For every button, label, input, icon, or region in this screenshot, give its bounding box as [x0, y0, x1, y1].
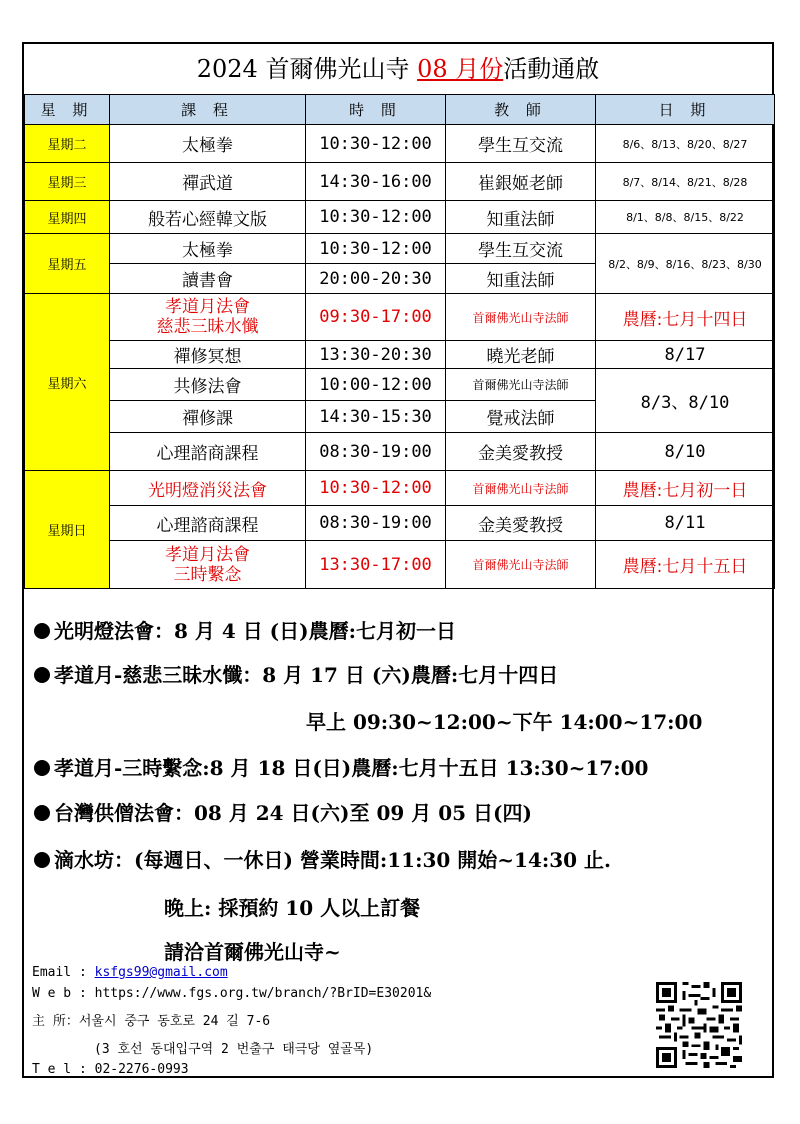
course-cell: 禪修冥想 — [110, 341, 306, 369]
teacher-cell: 首爾佛光山寺法師 — [446, 369, 596, 401]
header-course: 課 程 — [110, 95, 306, 125]
teacher-cell: 首爾佛光山寺法師 — [446, 294, 596, 341]
date-cell: 8/10 — [596, 433, 775, 471]
note-text: 滴水坊：(每週日、一休日) 營業時間:11:30 開始~14:30 止. — [54, 848, 612, 872]
contact-web — [32, 986, 431, 1001]
page-title — [24, 44, 772, 94]
time-cell: 10:30-12:00 — [306, 201, 446, 234]
time-cell: 14:30-16:00 — [306, 163, 446, 201]
course-line: 三時繫念 — [173, 564, 242, 585]
day-cell: 星期二 — [25, 125, 110, 163]
date-cell: 農曆:七月十五日 — [596, 541, 775, 589]
table-row — [25, 163, 775, 201]
date-cell: 農曆:七月十四日 — [596, 294, 775, 341]
bullet-icon — [34, 760, 50, 776]
bullet-icon — [34, 852, 50, 868]
note-text: 孝道月-慈悲三昧水懺：8 月 17 日 (六)農曆:七月十四日 — [54, 663, 559, 687]
time-cell: 10:00-12:00 — [306, 369, 446, 401]
time-cell: 10:30-12:00 — [306, 234, 446, 264]
note-sangha-offering — [34, 797, 532, 826]
course-cell: 共修法會 — [110, 369, 306, 401]
time-cell: 08:30-19:00 — [306, 433, 446, 471]
bullet-icon — [34, 667, 50, 683]
table-row — [25, 234, 775, 264]
contact-email — [32, 965, 228, 980]
teacher-cell: 金美愛教授 — [446, 433, 596, 471]
time-cell: 14:30-15:30 — [306, 401, 446, 433]
course-cell: 太極拳 — [110, 125, 306, 163]
course-line: 孝道月法會 — [165, 544, 250, 565]
table-row — [25, 294, 775, 341]
header-date: 日 期 — [596, 95, 775, 125]
note-dinner: 晚上: 採預約 10 人以上訂餐 — [164, 896, 421, 920]
teacher-cell: 覺戒法師 — [446, 401, 596, 433]
course-cell: 讀書會 — [110, 264, 306, 294]
email-label: Email : — [32, 965, 95, 980]
web-link[interactable]: https://www.fgs.org.tw/branch/?BrID=E30201& — [94, 986, 432, 1001]
table-row — [25, 341, 775, 369]
title-suffix: 活動通啟 — [503, 55, 600, 83]
contact-address — [32, 1010, 270, 1029]
course-cell: 心理諮商課程 — [110, 433, 306, 471]
table-row — [25, 541, 775, 589]
address-text: 서울시 중구 동호로 24 길 7-6 — [78, 1014, 271, 1029]
teacher-cell: 首爾佛光山寺法師 — [446, 471, 596, 506]
day-cell: 星期四 — [25, 201, 110, 234]
note-text: 台灣供僧法會：08 月 24 日(六)至 09 月 05 日(四) — [54, 801, 532, 825]
course-cell: 光明燈消災法會 — [110, 471, 306, 506]
table-row — [25, 433, 775, 471]
day-cell: 星期五 — [25, 234, 110, 294]
teacher-cell: 金美愛教授 — [446, 506, 596, 541]
tel-label: T e l : — [32, 1062, 95, 1077]
table-header-row — [25, 95, 775, 125]
table-row — [25, 369, 775, 401]
note-lantern — [34, 615, 456, 644]
day-cell: 星期六 — [25, 294, 110, 471]
note-repentance — [34, 659, 558, 688]
course-cell: 太極拳 — [110, 234, 306, 264]
note-water-drop — [34, 844, 611, 873]
note-yogacara — [34, 752, 648, 781]
note-repentance-time: 早上 09:30~12:00~下午 14:00~17:00 — [306, 710, 703, 734]
title-month: 08 月份 — [417, 55, 504, 83]
time-cell: 09:30-17:00 — [306, 294, 446, 341]
date-cell: 8/1、8/8、8/15、8/22 — [596, 201, 775, 234]
bullet-icon — [34, 623, 50, 639]
teacher-cell: 曉光老師 — [446, 341, 596, 369]
note-inquiry: 請洽首爾佛光山寺~ — [164, 940, 341, 964]
notice-frame — [22, 42, 774, 1078]
time-cell: 20:00-20:30 — [306, 264, 446, 294]
header-day: 星 期 — [25, 95, 110, 125]
table-row — [25, 201, 775, 234]
address-label: 主 所： — [32, 1014, 79, 1029]
date-cell: 8/7、8/14、8/21、8/28 — [596, 163, 775, 201]
note-text: 孝道月-三時繫念:8 月 18 日(日)農曆:七月十五日 13:30~17:00 — [54, 756, 649, 780]
day-cell: 星期日 — [25, 471, 110, 589]
header-time: 時 間 — [306, 95, 446, 125]
date-cell: 8/11 — [596, 506, 775, 541]
teacher-cell: 崔銀姬老師 — [446, 163, 596, 201]
bullet-icon — [34, 805, 50, 821]
teacher-cell: 首爾佛光山寺法師 — [446, 541, 596, 589]
table-row — [25, 506, 775, 541]
date-cell: 8/6、8/13、8/20、8/27 — [596, 125, 775, 163]
course-cell: 般若心經韓文版 — [110, 201, 306, 234]
email-link[interactable]: ksfgs99@gmail.com — [94, 965, 228, 980]
time-cell: 13:30-17:00 — [306, 541, 446, 589]
teacher-cell: 學生互交流 — [446, 125, 596, 163]
contact-tel — [32, 1062, 189, 1077]
course-cell: 禪武道 — [110, 163, 306, 201]
teacher-cell: 學生互交流 — [446, 234, 596, 264]
table-row — [25, 471, 775, 506]
time-cell: 13:30-20:30 — [306, 341, 446, 369]
date-cell: 8/3、8/10 — [596, 369, 775, 433]
course-cell: 禪修課 — [110, 401, 306, 433]
date-cell: 8/2、8/9、8/16、8/23、8/30 — [596, 234, 775, 294]
course-line: 孝道月法會 — [165, 297, 250, 317]
course-cell: 心理諮商課程 — [110, 506, 306, 541]
contact-directions: (3 호선 동대입구역 2 번출구 태극당 옆골목) — [94, 1042, 374, 1057]
note-text: 光明燈法會：8 月 4 日 (日)農曆:七月初一日 — [54, 619, 456, 643]
tel-text: 02-2276-0993 — [94, 1062, 189, 1077]
course-cell — [110, 541, 306, 589]
teacher-cell: 知重法師 — [446, 264, 596, 294]
date-cell: 8/17 — [596, 341, 775, 369]
teacher-cell: 知重法師 — [446, 201, 596, 234]
time-cell: 08:30-19:00 — [306, 506, 446, 541]
title-prefix: 2024 首爾佛光山寺 — [196, 55, 418, 83]
qr-code-icon[interactable] — [656, 982, 742, 1068]
course-cell — [110, 294, 306, 341]
web-label: W e b : — [32, 986, 95, 1001]
header-teacher: 教 師 — [446, 95, 596, 125]
table-row — [25, 125, 775, 163]
day-cell: 星期三 — [25, 163, 110, 201]
schedule-table — [24, 94, 775, 589]
time-cell: 10:30-12:00 — [306, 125, 446, 163]
date-cell: 農曆:七月初一日 — [596, 471, 775, 506]
time-cell: 10:30-12:00 — [306, 471, 446, 506]
course-line: 慈悲三昧水懺 — [156, 317, 259, 337]
